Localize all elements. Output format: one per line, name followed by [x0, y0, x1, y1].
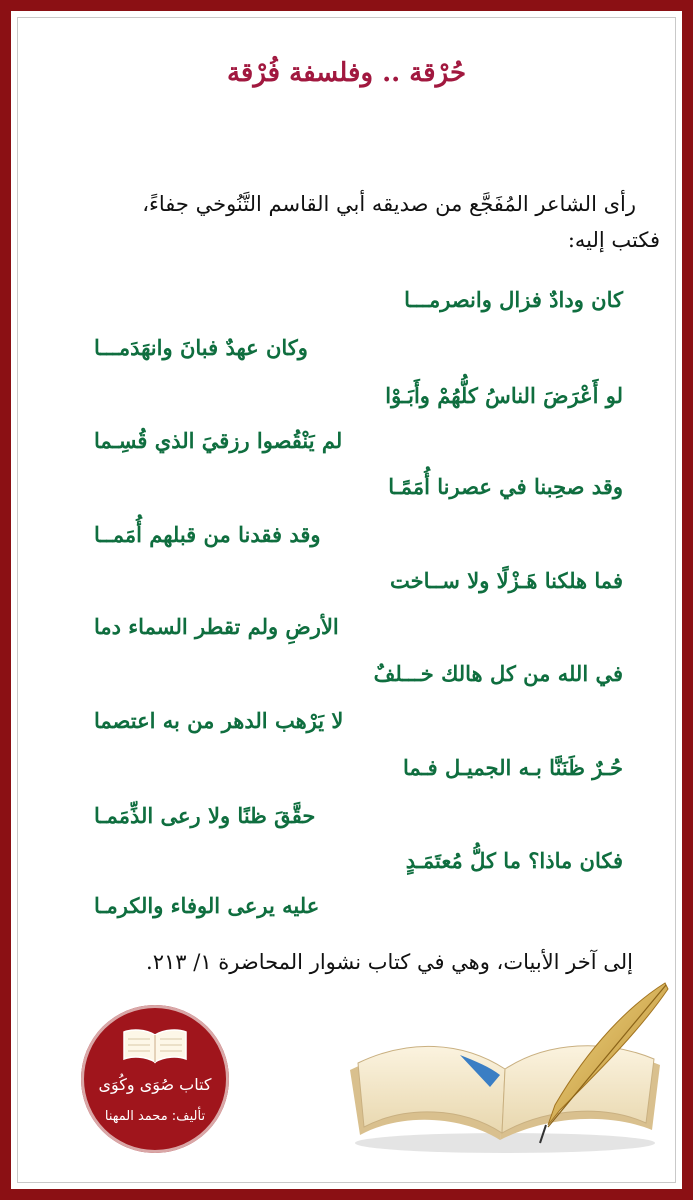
verse-line: لو أَعْرَضَ الناسُ كلُّهُمْ وأَبَـوْا	[385, 383, 623, 408]
verse-line: وقد صحِبنا في عصرنا أُمَمًـا	[388, 474, 623, 499]
verse-line: وكان عهدٌ فبانَ وانهَدَمـــا	[94, 335, 308, 360]
badge-book-title: كتاب صُوَى وكُوَى	[98, 1075, 212, 1094]
open-book-icon	[120, 1027, 190, 1065]
verse-line: الأرضِ ولم تقطر السماء دما	[94, 614, 339, 639]
verse-line: لم يَنْقُصوا رزقيَ الذي قُسِـما	[94, 428, 343, 453]
book-illustration	[340, 975, 670, 1160]
verse-line: فكان ماذا؟ ما كلُّ مُعتَمَـدٍ	[405, 848, 623, 873]
verse-line: حقَّقَ ظنًا ولا رعى الذِّمَمـا	[94, 803, 316, 828]
verse-line: فما هلكنا هَـزْلًا ولا ســاخت	[390, 568, 623, 593]
verse-line: وقد فقدنا من قبلهم أُمَمــا	[94, 522, 321, 547]
badge-author: تأليف: محمد المهنا	[104, 1109, 206, 1124]
intro-line-2: فكتب إليه:	[567, 228, 660, 252]
verse-line: عليه يرعى الوفاء والكرمـا	[94, 893, 320, 918]
intro-paragraph	[40, 186, 660, 258]
page-title: حُرْقة .. وفلسفة فُرْقة	[226, 58, 467, 88]
verse-line: حُـرٌ ظَنَنَّا بـه الجميـل فـما	[402, 755, 623, 780]
verse-line: في الله من كل هالك خـــلفٌ	[373, 661, 623, 686]
verse-line: لا يَرْهب الدهر من به اعتصما	[94, 708, 344, 733]
verse-line: كان ودادٌ فزال وانصرمـــا	[404, 287, 623, 312]
source-note: إلى آخر الأبيات، وهي في كتاب نشوار المحاضرة ١/ ٢١٣.	[146, 950, 633, 974]
intro-line-1: رأى الشاعر المُفَجَّع من صديقه أبي القاسم التَّنُوخي جفاءً،	[142, 192, 636, 216]
book-badge	[81, 1005, 229, 1153]
